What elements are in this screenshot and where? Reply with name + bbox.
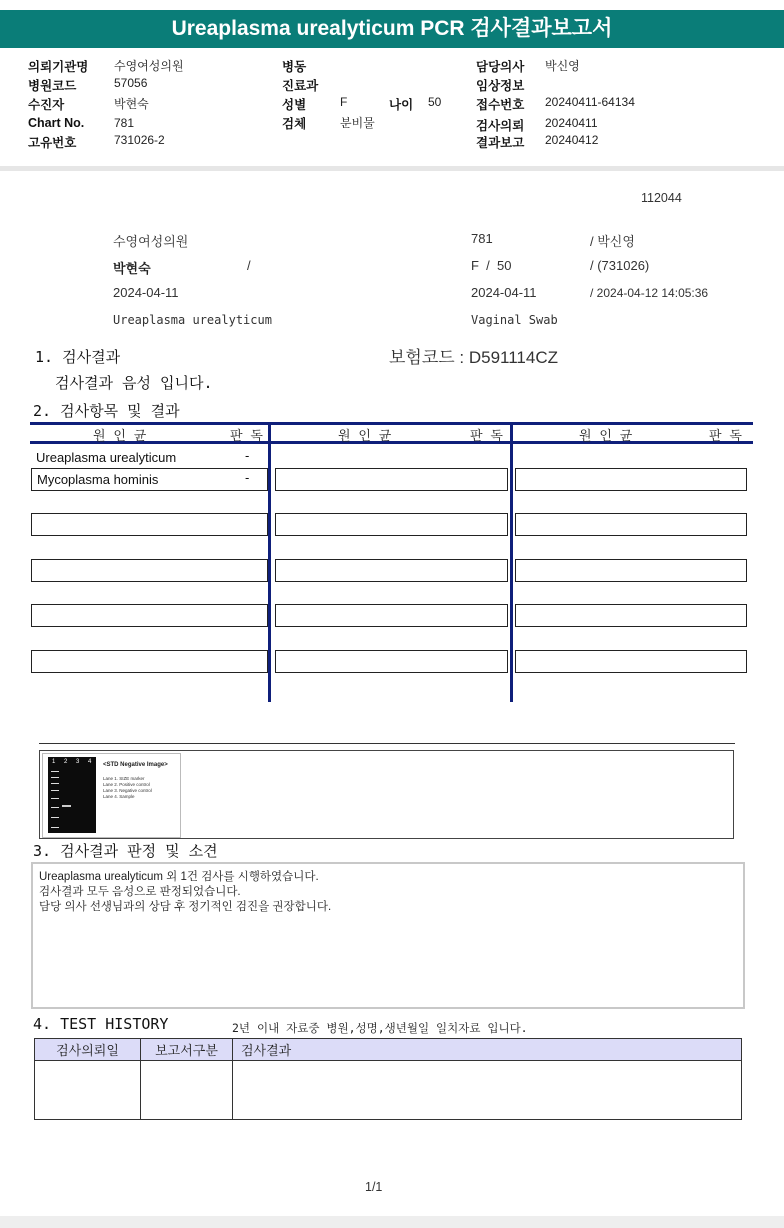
header-label: 검사의뢰 (476, 119, 525, 133)
history-header: 보고서구분 (141, 1039, 233, 1061)
result-cell (515, 513, 747, 536)
header-label: 진료과 (282, 79, 319, 93)
column-header-result: 판 독 (470, 429, 503, 444)
header-value: 57056 (114, 76, 148, 90)
header-label: 검체 (282, 117, 307, 131)
header-label: 의뢰기관명 (28, 60, 89, 74)
insurance-code: 보험코드 : D591114CZ (389, 348, 558, 367)
opinion-line: Ureaplasma urealyticum 외 1건 검사를 시행하였습니다. (39, 871, 319, 883)
lane-number: 3 (76, 759, 80, 765)
header-label: 병동 (282, 60, 307, 74)
report-title: Ureaplasma urealyticum PCR 검사결과보고서 (0, 10, 784, 48)
result-cell (31, 604, 268, 627)
header-label: Chart No. (28, 116, 85, 130)
gel-legend-item: Lane 1. SIZE marker (103, 776, 145, 781)
summary-doctor: / 박신영 (590, 234, 635, 249)
result-cell (275, 468, 508, 491)
pathogen-result: - (245, 448, 250, 463)
result-cell (275, 559, 508, 582)
footer-band (0, 1216, 784, 1228)
lane-number: 4 (88, 759, 92, 765)
history-row (35, 1061, 742, 1120)
result-cell (31, 650, 268, 673)
result-cell (275, 604, 508, 627)
gel-top-rule (39, 743, 735, 744)
column-divider (268, 422, 271, 702)
header-value: 분비물 (340, 116, 375, 130)
pathogen-result: - (245, 470, 250, 485)
header-label: 담당의사 (476, 60, 525, 74)
result-cell (275, 650, 508, 673)
opinion-line: 검사결과 모두 음성으로 판정되었습니다. (39, 886, 241, 898)
result-cell (31, 513, 268, 536)
header-value: F (340, 95, 348, 109)
section1-result: 검사결과 음성 입니다. (55, 374, 213, 392)
history-cell (233, 1061, 742, 1120)
column-header-pathogen: 원 인 균 (579, 429, 633, 444)
summary-hospital: 수영여성의원 (113, 234, 189, 249)
gel-legend-item: Lane 4. Sample (103, 794, 135, 799)
history-header-row (35, 1039, 742, 1061)
column-header-pathogen: 원 인 균 (338, 429, 392, 444)
header-value: 박현숙 (114, 97, 149, 111)
history-table (34, 1038, 742, 1120)
header-value: 20240411-64134 (545, 95, 635, 109)
summary-report-time: / 2024-04-12 14:05:36 (590, 286, 709, 300)
opinion-line: 담당 의사 선생님과의 상담 후 정기적인 검진을 권장합니다. (39, 901, 332, 913)
result-cell (515, 650, 747, 673)
header-label: 임상정보 (476, 79, 525, 93)
result-cell (515, 604, 747, 627)
header-label: 고유번호 (28, 136, 77, 150)
history-cell (141, 1061, 233, 1120)
header-value: 781 (114, 116, 135, 130)
column-header-result: 판 독 (709, 429, 742, 444)
header-value: 731026-2 (114, 133, 165, 147)
header-label: 병원코드 (28, 79, 77, 93)
history-header: 검사결과 (233, 1039, 742, 1061)
summary-id: / (731026) (590, 258, 650, 273)
summary-patient: 박현숙 (113, 261, 151, 276)
header-value: 박신영 (545, 59, 580, 73)
lane-number: 2 (64, 759, 68, 765)
column-divider (510, 422, 513, 702)
result-cell (515, 468, 747, 491)
header-value: 20240411 (545, 116, 598, 130)
header-label: 나이 (389, 98, 414, 112)
result-cell (275, 513, 508, 536)
section1-title: 1. 검사결과 (35, 348, 121, 366)
summary-specimen: Vaginal Swab (471, 313, 558, 327)
header-label: 성별 (282, 98, 307, 112)
header-value: 수영여성의원 (114, 59, 184, 73)
header-label: 접수번호 (476, 98, 525, 112)
header-label: 수진자 (28, 98, 65, 112)
header-label: 결과보고 (476, 136, 525, 150)
column-header-pathogen: 원 인 균 (93, 429, 147, 444)
opinion-text (39, 870, 331, 915)
pathogen-name: Ureaplasma urealyticum (36, 450, 177, 465)
gel-legend-item: Lane 3. Negative control (103, 788, 152, 793)
gel-title: <STD Negative Image> (103, 762, 168, 768)
gel-lanes (48, 757, 96, 833)
history-header: 검사의뢰일 (35, 1039, 141, 1061)
summary-date: 2024-04-11 (113, 285, 179, 300)
summary-slash: / (247, 258, 251, 273)
header-value: 20240412 (545, 133, 599, 147)
header-value: 50 (428, 95, 442, 109)
history-note: 2년 이내 자료중 병원,성명,생년월일 일치자료 입니다. (232, 1021, 528, 1035)
history-cell (35, 1061, 141, 1120)
page-number: 1/1 (365, 1180, 383, 1194)
column-header-result: 판 독 (230, 429, 263, 444)
summary-receipt-date: 2024-04-11 (471, 285, 537, 300)
result-cell (515, 559, 747, 582)
report-number: 112044 (641, 191, 682, 205)
section2-title: 2. 검사항목 및 결과 (33, 402, 180, 420)
result-cell (31, 559, 268, 582)
summary-sex-age: F / 50 (471, 258, 512, 273)
gel-legend (103, 776, 152, 800)
pathogen-name: Mycoplasma hominis (37, 472, 159, 487)
section4-title: 4. TEST HISTORY (33, 1015, 169, 1033)
summary-test-name: Ureaplasma urealyticum (113, 313, 272, 327)
gel-image (42, 753, 181, 838)
header-separator (0, 166, 784, 171)
section3-title: 3. 검사결과 판정 및 소견 (33, 842, 218, 860)
gel-legend-item: Lane 2. Positive control (103, 782, 150, 787)
lane-number: 1 (52, 759, 56, 765)
summary-chart-no: 781 (471, 231, 493, 246)
